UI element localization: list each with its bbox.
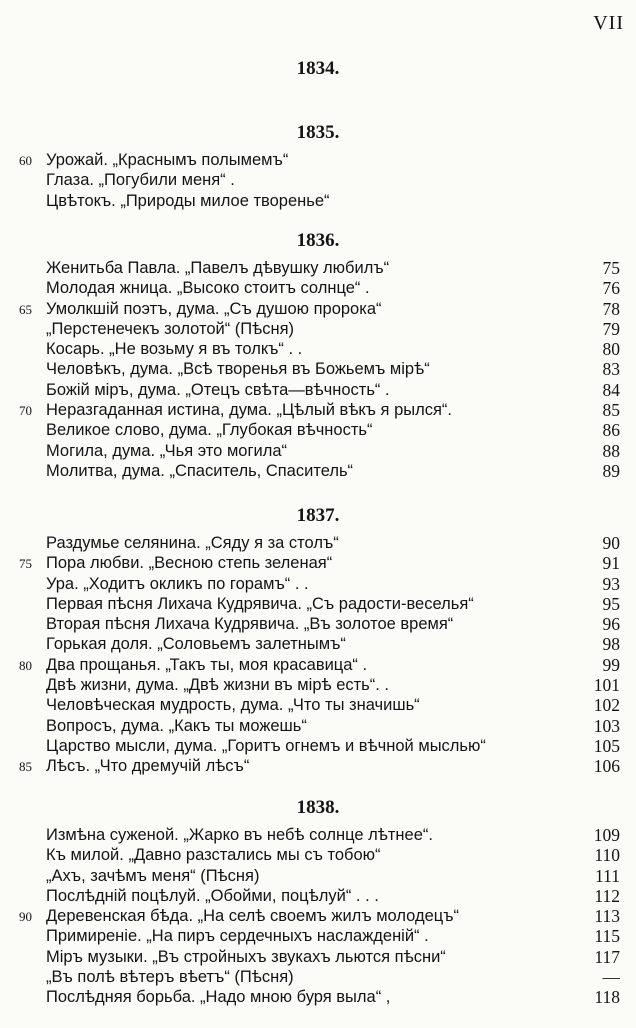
page-number: 111 [595, 865, 620, 886]
toc-entry [0, 278, 636, 298]
toc-entry [0, 906, 636, 926]
toc-entry [0, 553, 636, 573]
toc-entry [0, 359, 636, 379]
entry-title: Молитва, дума. „Спаситель, Спаситель“ [46, 461, 354, 480]
entry-title: Человѣкъ, дума. „Всѣ творенья въ Божьемъ мірѣ“ [46, 360, 430, 379]
toc-entry [0, 926, 636, 946]
page-number: 106 [593, 756, 620, 777]
entry-title: Цвѣтокъ. „Природы милое творенье“ [46, 191, 330, 210]
entry-title: Міръ музыки. „Въ стройныхъ звукахъ льются пѣсни“ [46, 947, 446, 966]
entry-title: Неразгаданная истина, дума. „Цѣлый вѣкъ я рылся“. [46, 401, 452, 420]
year-heading: 1838. [296, 797, 340, 818]
entry-title: Вопросъ, дума. „Какъ ты можешь“ [46, 716, 307, 735]
toc-entry [0, 655, 636, 675]
page-number: 101 [593, 675, 620, 696]
section-entries [0, 258, 636, 481]
entry-title: Божій міръ, дума. „Отецъ свѣта—вѣчность“ . [46, 380, 390, 399]
page-number: 89 [602, 460, 620, 481]
toc-entry [0, 339, 636, 359]
toc-entry [0, 695, 636, 715]
line-number: 85 [19, 759, 32, 775]
page-number: 113 [594, 906, 620, 927]
toc-entry [0, 675, 636, 695]
entry-title: Къ милой. „Давно разстались мы съ тобою“ [46, 846, 381, 865]
line-number: 80 [19, 657, 32, 673]
toc-entry [0, 886, 636, 906]
page-number: 118 [594, 987, 620, 1008]
entry-title: Примиреніе. „На пиръ сердечныхъ наслажденій“ . [46, 927, 429, 946]
toc-entry [0, 866, 636, 886]
page-number: 78 [602, 298, 620, 319]
toc-entry [0, 736, 636, 756]
entry-title: Косарь. „Не возьму я въ толкъ“ . . [46, 340, 303, 359]
page-number: 83 [602, 359, 620, 380]
page-number: 109 [593, 825, 620, 845]
year-heading: 1836. [296, 230, 340, 251]
line-number: 70 [19, 403, 32, 419]
toc-entry [0, 170, 636, 190]
year-heading: 1837. [296, 505, 340, 526]
toc-entry [0, 380, 636, 400]
page-number: 105 [593, 735, 620, 756]
entry-title: Пора любви. „Весною степь зеленая“ [46, 554, 333, 573]
toc-entry [0, 441, 636, 461]
page-number: 117 [594, 946, 620, 967]
toc-entry [0, 967, 636, 987]
entry-title: Царство мысли, дума. „Горитъ огнемъ и вѣчной мыслью“ [46, 736, 486, 755]
page-number: 76 [602, 278, 620, 299]
page-number: 90 [602, 533, 620, 553]
page-number: 95 [602, 593, 620, 614]
page-number: 85 [602, 400, 620, 421]
toc-entry [0, 634, 636, 654]
page-number: 112 [594, 885, 620, 906]
entry-title: Женитьба Павла. „Павелъ дѣвушку любилъ“ [46, 259, 390, 277]
entry-title: Ура. „Ходитъ окликъ по горамъ“ . . [46, 574, 309, 593]
toc-entry [0, 258, 636, 278]
toc-entry [0, 319, 636, 339]
section-entries [0, 150, 636, 211]
year-heading: 1835. [296, 122, 340, 143]
page-number: 93 [602, 573, 620, 594]
entry-title: Деревенская бѣда. „На селѣ своемъ жилъ молодецъ“ [46, 907, 460, 926]
page-number: 88 [602, 440, 620, 461]
page-number: 79 [602, 318, 620, 339]
toc-entry [0, 716, 636, 736]
entry-title: „Ахъ, зачѣмъ меня“ (Пѣсня) [46, 866, 260, 885]
toc-entry [0, 756, 636, 776]
entry-title: Глаза. „Погубили меня“ . [46, 171, 235, 190]
toc-entry [0, 299, 636, 319]
page-number: 84 [602, 379, 620, 400]
entry-title: Послѣдній поцѣлуй. „Обойми, поцѣлуй“ . . . [46, 886, 379, 905]
toc-entry [0, 947, 636, 967]
toc-entry [0, 987, 636, 1007]
page-number: 75 [602, 258, 620, 278]
line-number: 65 [19, 301, 32, 317]
line-number: 90 [19, 909, 32, 925]
page-number: 99 [602, 654, 620, 675]
toc-entry [0, 533, 636, 553]
page-number: 102 [593, 695, 620, 716]
entry-title: Молодая жница. „Высоко стоитъ солнце“ . [46, 279, 370, 298]
entry-title: Вторая пѣсня Лихача Кудрявича. „Въ золотое время“ [46, 615, 454, 634]
section-entries [0, 533, 636, 777]
entry-title: Великое слово, дума. „Глубокая вѣчность“ [46, 421, 373, 440]
section-entries [0, 825, 636, 1008]
toc-entry [0, 461, 636, 481]
entry-title: „Въ полѣ вѣтеръ вѣетъ“ (Пѣсня) [46, 968, 294, 987]
page-number: 103 [593, 715, 620, 736]
toc-entry [0, 150, 636, 170]
entry-title: Два прощанья. „Такъ ты, моя красавица“ . [46, 655, 368, 674]
toc-entry [0, 400, 636, 420]
page-number: 86 [602, 420, 620, 441]
year-heading: 1834. [296, 58, 340, 79]
page-number: 110 [594, 845, 620, 866]
page-number: 80 [602, 339, 620, 360]
entry-title: „Перстенечекъ золотой“ (Пѣсня) [46, 319, 295, 338]
entry-title: Горькая доля. „Соловьемъ залетнымъ“ [46, 635, 346, 654]
entry-title: Урожай. „Краснымъ полымемъ“ [46, 151, 289, 169]
toc-entry [0, 420, 636, 440]
line-number: 60 [19, 153, 32, 168]
line-number: 75 [19, 556, 32, 572]
toc-entry [0, 845, 636, 865]
entry-title: Измѣна суженой. „Жарко въ небѣ солнце лѣтнее“. [46, 826, 433, 844]
entry-title: Человѣческая мудрость, дума. „Что ты значишь“ [46, 696, 420, 715]
folio: VII [593, 12, 624, 34]
entry-title: Могила, дума. „Чья это могила“ [46, 441, 287, 460]
toc-entry [0, 594, 636, 614]
entry-title: Умолкшій поэтъ, дума. „Съ душою пророка“ [46, 299, 382, 318]
entry-title: Лѣсъ. „Что дремучій лѣсъ“ [46, 757, 250, 776]
entry-title: Первая пѣсня Лихача Кудрявича. „Съ радости-веселья“ [46, 594, 474, 613]
page-number: 115 [594, 926, 620, 947]
page-number: 91 [602, 553, 620, 574]
entry-title: Двѣ жизни, дума. „Двѣ жизни въ мірѣ есть“. . [46, 676, 390, 695]
entry-title: Раздумье селянина. „Сяду я за столъ“ [46, 534, 339, 552]
page-number: — [602, 967, 620, 988]
toc-entry [0, 825, 636, 845]
page-number: 96 [602, 614, 620, 635]
page-number: 98 [602, 634, 620, 655]
entry-title: Послѣдняя борьба. „Надо мною буря выла“ , [46, 988, 391, 1007]
toc-entry [0, 574, 636, 594]
toc-entry [0, 614, 636, 634]
toc-entry [0, 191, 636, 211]
